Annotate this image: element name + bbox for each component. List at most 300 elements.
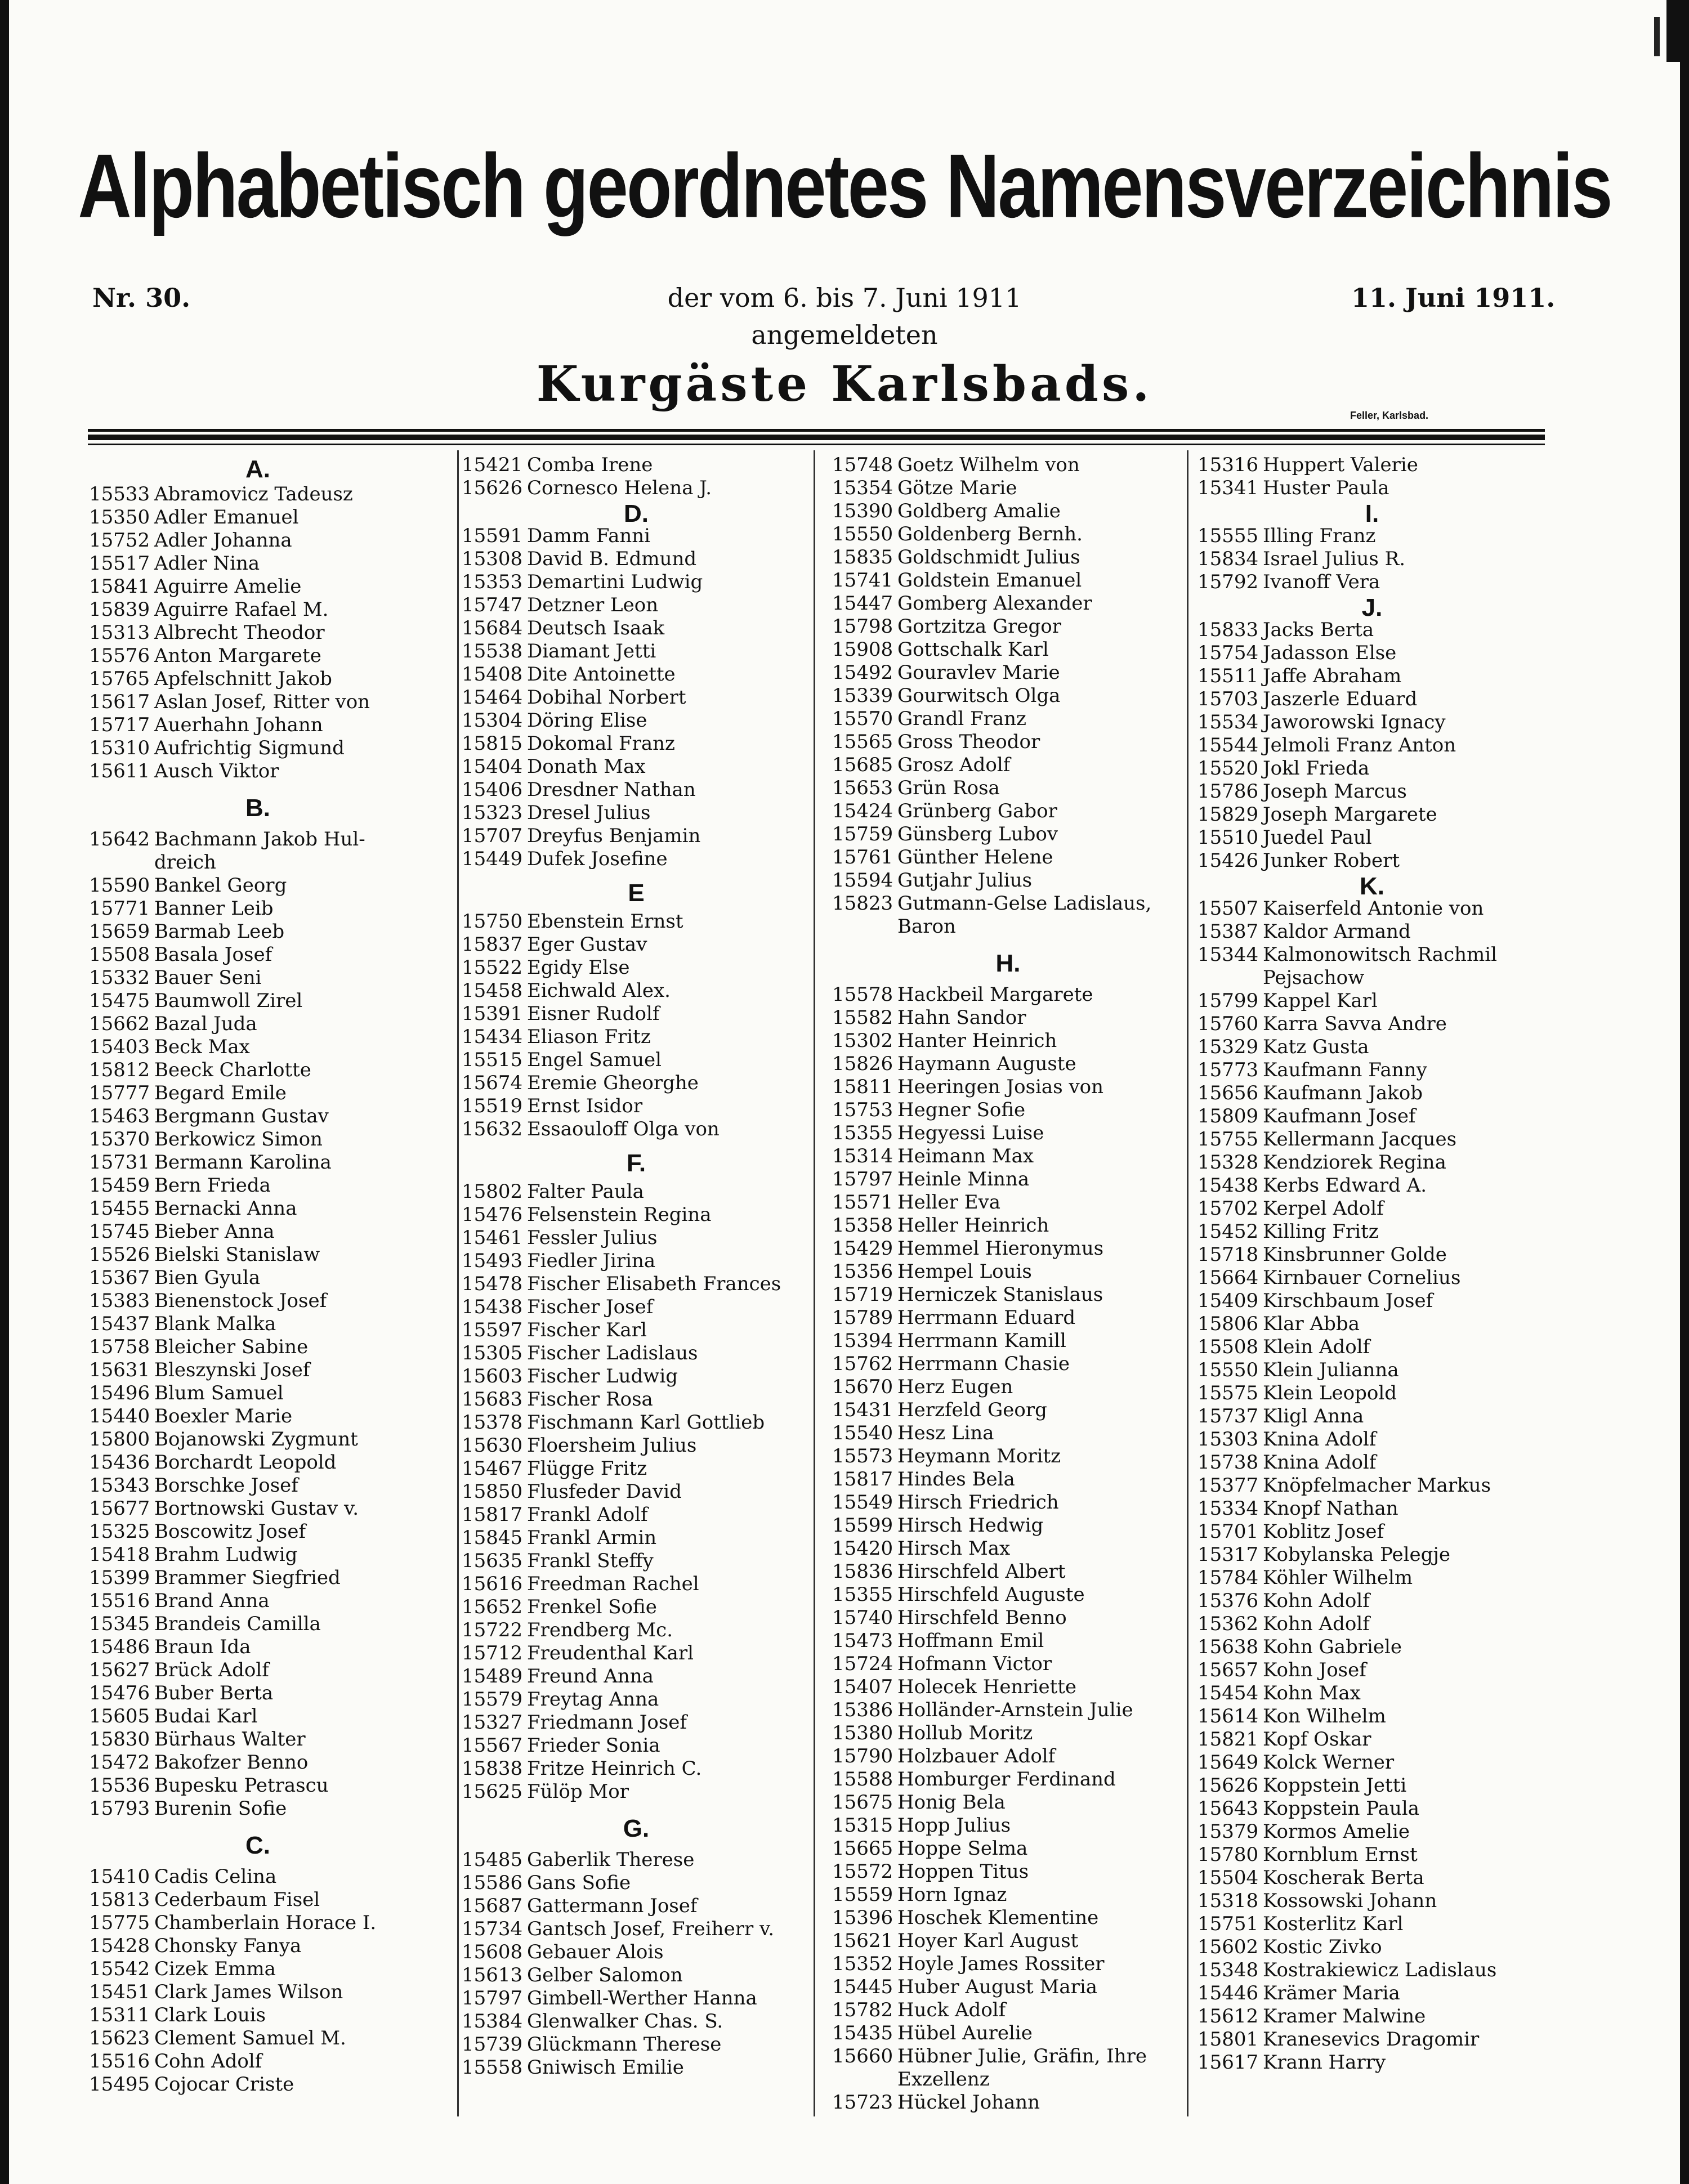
list-item <box>832 823 1184 846</box>
list-item <box>1198 1451 1547 1474</box>
guest-number: 15445 <box>832 1976 893 1998</box>
guest-name: Hoschek Klementine <box>897 1906 1099 1929</box>
guest-number: 15565 <box>832 731 893 753</box>
guest-number: 15378 <box>462 1411 523 1434</box>
guest-name: Hegyessi Luise <box>897 1122 1044 1144</box>
guest-number: 15426 <box>1198 849 1259 872</box>
list-item <box>89 1174 427 1197</box>
guest-number: 15656 <box>1198 1082 1259 1104</box>
list-item <box>89 1036 427 1059</box>
list-item <box>462 1872 811 1895</box>
guest-name: Herz Eugen <box>897 1376 1013 1398</box>
list-item <box>89 598 427 621</box>
guest-name: Floersheim Julius <box>527 1434 697 1457</box>
list-item <box>89 1428 427 1451</box>
guest-name: Fülöp Mor <box>527 1780 629 1803</box>
list-item <box>832 1076 1184 1099</box>
guest-number: 15797 <box>832 1168 893 1191</box>
guest-name: Auerhahn Johann <box>154 714 323 736</box>
guest-number: 15683 <box>462 1388 523 1411</box>
list-item <box>832 846 1184 869</box>
guest-name: Flusfeder David <box>527 1480 682 1503</box>
guest-number: 15750 <box>462 910 523 933</box>
list-item <box>1198 1313 1547 1336</box>
list-item <box>832 1976 1184 1999</box>
guest-name: Heymann Moritz <box>897 1445 1061 1467</box>
guest-name: Haymann Auguste <box>897 1053 1076 1075</box>
guest-number: 15653 <box>832 777 893 799</box>
guest-number: 15451 <box>89 1981 150 2003</box>
list-item <box>832 800 1184 823</box>
guest-number: 15731 <box>89 1151 150 1174</box>
list-item <box>89 943 427 966</box>
guest-number: 15406 <box>462 778 523 801</box>
list-item <box>832 477 1184 500</box>
letter-heading: J. <box>1361 594 1383 621</box>
guest-name: Fischer Rosa <box>527 1388 653 1411</box>
guest-number: 15304 <box>462 709 523 732</box>
guest-name: Jelmoli Franz Anton <box>1263 734 1456 757</box>
guest-number: 15305 <box>462 1342 523 1364</box>
guest-name: Kappel Karl <box>1263 990 1378 1012</box>
list-item <box>462 548 811 571</box>
list-item <box>462 525 811 548</box>
list-item <box>89 874 427 897</box>
list-item <box>832 454 1184 477</box>
guest-number: 15826 <box>832 1053 893 1075</box>
guest-number: 15621 <box>832 1930 893 1952</box>
guest-number: 15476 <box>89 1682 150 1704</box>
list-item <box>462 1411 811 1434</box>
guest-number: 15674 <box>462 1072 523 1094</box>
list-item <box>1198 1867 1547 1890</box>
guest-number: 15599 <box>832 1514 893 1537</box>
guest-name: Hackbeil Margarete <box>897 983 1093 1006</box>
list-item <box>462 1273 811 1296</box>
guest-number: 15384 <box>462 2010 523 2033</box>
list-item <box>462 1049 811 1072</box>
guest-name: Heller Heinrich <box>897 1214 1049 1237</box>
issue-number: Nr. 30. <box>92 283 191 313</box>
list-item <box>1198 943 1547 966</box>
guest-name: Adler Nina <box>154 552 260 575</box>
guest-number: 15394 <box>832 1330 893 1352</box>
list-item <box>832 2091 1184 2114</box>
guest-name: Beeck Charlotte <box>154 1059 311 1081</box>
guest-number: 15839 <box>89 598 150 621</box>
list-item <box>1198 548 1547 571</box>
guest-number: 15540 <box>832 1422 893 1444</box>
guest-number: 15739 <box>462 2033 523 2056</box>
guest-name: Hindes Bela <box>897 1468 1015 1491</box>
guest-name: Horn Ignaz <box>897 1883 1007 1906</box>
guest-number: 15429 <box>832 1237 893 1260</box>
list-item <box>1198 1059 1547 1082</box>
guest-number: 15597 <box>462 1319 523 1341</box>
list-item <box>462 755 811 778</box>
list-item <box>832 1883 1184 1906</box>
list-item <box>1198 1982 1547 2005</box>
list-item <box>832 1791 1184 1814</box>
guest-number: 15493 <box>462 1250 523 1272</box>
list-item <box>89 1728 427 1751</box>
guest-name: Günther Helene <box>897 846 1053 869</box>
list-item <box>1198 1243 1547 1266</box>
guest-number: 15302 <box>832 1030 893 1052</box>
guest-name: Detzner Leon <box>527 594 659 616</box>
guest-number: 15353 <box>462 571 523 593</box>
list-item <box>832 1514 1184 1537</box>
list-item <box>832 1606 1184 1630</box>
column-divider <box>1187 450 1188 2116</box>
list-item <box>89 1613 427 1636</box>
name-column-1 <box>89 454 427 2096</box>
guest-name: Bleicher Sabine <box>154 1336 309 1358</box>
guest-number: 15809 <box>1198 1105 1259 1127</box>
guest-number: 15579 <box>462 1688 523 1711</box>
guest-name: Fischer Ludwig <box>527 1365 678 1388</box>
guest-name: Frankl Adolf <box>527 1503 648 1526</box>
list-item <box>89 897 427 920</box>
guest-number: 15421 <box>462 454 523 476</box>
list-item <box>1198 1405 1547 1428</box>
guest-number: 15315 <box>832 1814 893 1837</box>
guest-name: Kostic Zivko <box>1263 1936 1382 1958</box>
guest-number: 15817 <box>462 1503 523 1526</box>
list-item <box>89 1105 427 1128</box>
list-item <box>462 1941 811 1964</box>
guest-name: Bupesku Petrascu <box>154 1774 329 1797</box>
list-item <box>1198 525 1547 548</box>
guest-number: 15835 <box>832 546 893 569</box>
header-rule <box>88 429 1545 432</box>
guest-name: Kohn Adolf <box>1263 1613 1370 1635</box>
guest-number: 15408 <box>462 663 523 686</box>
guest-number: 15591 <box>462 525 523 547</box>
guest-number: 15436 <box>89 1451 150 1474</box>
list-item <box>832 1930 1184 1953</box>
list-item <box>462 571 811 594</box>
guest-name: Boscowitz Josef <box>154 1520 306 1543</box>
guest-name: Apfelschnitt Jakob <box>154 668 332 690</box>
corner-mark <box>1666 0 1689 62</box>
list-item <box>462 594 811 617</box>
guest-number: 15515 <box>462 1049 523 1071</box>
letter-heading: F. <box>626 1149 646 1177</box>
guest-number: 15761 <box>832 846 893 869</box>
guest-name: Diamant Jetti <box>527 640 656 663</box>
guest-number: 15476 <box>462 1203 523 1226</box>
guest-name: Frieder Sonia <box>527 1734 660 1757</box>
name-column-3 <box>832 454 1184 2114</box>
guest-name: Kirnbauer Cornelius <box>1263 1266 1461 1289</box>
list-item <box>1198 1428 1547 1451</box>
guest-number: 15745 <box>89 1220 150 1243</box>
guest-name: Gross Theodor <box>897 731 1040 753</box>
list-item <box>462 1596 811 1619</box>
guest-number: 15753 <box>832 1099 893 1121</box>
guest-number: 15452 <box>1198 1220 1259 1243</box>
list-item <box>89 1774 427 1797</box>
guest-number: 15475 <box>89 990 150 1012</box>
printer-credit: Feller, Karlsbad. <box>1350 410 1429 421</box>
guest-name: Gniwisch Emilie <box>527 2056 684 2079</box>
guest-name: Illing Franz <box>1263 525 1376 547</box>
guest-name: Bakofzer Benno <box>154 1751 309 1774</box>
list-item <box>1198 1820 1547 1843</box>
guest-number: 15380 <box>832 1722 893 1744</box>
guest-name: Hückel Johann <box>897 2091 1040 2114</box>
guest-number: 15602 <box>1198 1936 1259 1958</box>
list-item <box>89 828 427 851</box>
guest-name: Bachmann Jakob Hul- <box>154 828 365 851</box>
guest-number: 15522 <box>462 956 523 979</box>
guest-name: Kaiserfeld Antonie von <box>1263 897 1484 920</box>
guest-name-continued: dreich <box>154 851 216 874</box>
list-item <box>1198 571 1547 594</box>
guest-number: 15356 <box>832 1260 893 1283</box>
guest-number: 15354 <box>832 477 893 499</box>
guest-number: 15329 <box>1198 1036 1259 1058</box>
guest-name: Joseph Margarete <box>1263 803 1437 826</box>
list-item <box>1198 1128 1547 1151</box>
guest-name: Braun Ida <box>154 1636 251 1658</box>
list-item <box>832 1237 1184 1260</box>
guest-name: Felsenstein Regina <box>527 1203 712 1226</box>
guest-name: Frankl Steffy <box>527 1550 654 1572</box>
list-item <box>832 1722 1184 1745</box>
list-item <box>832 1353 1184 1376</box>
guest-number: 15438 <box>1198 1174 1259 1197</box>
list-item <box>1198 1913 1547 1936</box>
guest-number: 15492 <box>832 661 893 684</box>
list-item <box>462 910 811 933</box>
guest-number: 15352 <box>832 1953 893 1975</box>
guest-number: 15567 <box>462 1734 523 1757</box>
guest-number: 15582 <box>832 1006 893 1029</box>
list-item <box>462 1388 811 1411</box>
guest-name: Gottschalk Karl <box>897 638 1049 661</box>
list-item <box>89 1935 427 1958</box>
guest-number: 15830 <box>89 1728 150 1751</box>
list-item <box>89 1912 427 1935</box>
guest-number: 15327 <box>462 1711 523 1734</box>
guest-number: 15534 <box>1198 711 1259 733</box>
guest-number: 15616 <box>462 1573 523 1595</box>
guest-name: Krämer Maria <box>1263 1982 1400 2004</box>
guest-name: Israel Julius R. <box>1263 548 1406 570</box>
list-item <box>462 802 811 825</box>
guest-number: 15789 <box>832 1306 893 1329</box>
guest-number: 15517 <box>89 552 150 575</box>
list-item <box>832 1376 1184 1399</box>
guest-name: Bien Gyula <box>154 1266 261 1289</box>
guest-number: 15550 <box>1198 1359 1259 1381</box>
guest-name: Bermann Karolina <box>154 1151 332 1174</box>
guest-number: 15813 <box>89 1888 150 1911</box>
list-item <box>89 621 427 645</box>
guest-number: 15773 <box>1198 1059 1259 1081</box>
list-item <box>462 1642 811 1665</box>
guest-number: 15588 <box>832 1768 893 1791</box>
guest-number: 15782 <box>832 1999 893 2021</box>
list-item <box>462 1550 811 1573</box>
list-item <box>462 1688 811 1711</box>
guest-name: Damm Fanni <box>527 525 651 547</box>
list-item <box>832 1999 1184 2022</box>
guest-number: 15799 <box>1198 990 1259 1012</box>
guest-number: 15684 <box>462 617 523 639</box>
list-item <box>89 506 427 529</box>
guest-name: Hollub Moritz <box>897 1722 1033 1744</box>
guest-number: 15664 <box>1198 1266 1259 1289</box>
guest-number: 15792 <box>1198 571 1259 593</box>
guest-name: Kerpel Adolf <box>1263 1197 1384 1220</box>
list-item <box>462 1573 811 1596</box>
list-item <box>462 1665 811 1688</box>
guest-name: Grün Rosa <box>897 777 1000 799</box>
guest-name: Holecek Henriette <box>897 1676 1077 1698</box>
guest-name: Joseph Marcus <box>1263 780 1407 803</box>
guest-name: Dresel Julius <box>527 802 651 824</box>
guest-number: 15316 <box>1198 454 1259 476</box>
guest-name: Glückmann Therese <box>527 2033 722 2056</box>
guest-name: Fischer Elisabeth Frances <box>527 1273 781 1295</box>
guest-name: Kohn Max <box>1263 1682 1361 1704</box>
list-item <box>462 1895 811 1918</box>
guest-name: Knopf Nathan <box>1263 1497 1398 1520</box>
list-item <box>462 1757 811 1780</box>
guest-number: 15760 <box>1198 1013 1259 1035</box>
list-item <box>1198 897 1547 920</box>
list-item <box>89 1474 427 1497</box>
guest-number: 15495 <box>89 2073 150 2096</box>
list-item <box>89 1382 427 1405</box>
guest-name: Hegner Sofie <box>897 1099 1026 1121</box>
guest-name: Fiedler Jirina <box>527 1250 656 1272</box>
guest-name: Brammer Siegfried <box>154 1567 341 1589</box>
name-column-2 <box>462 454 811 2079</box>
list-item <box>832 592 1184 615</box>
guest-number: 15802 <box>462 1180 523 1203</box>
list-item <box>1198 1174 1547 1197</box>
guest-name: Goldenberg Bernh. <box>897 523 1083 545</box>
guest-name: Hoppe Selma <box>897 1837 1028 1860</box>
list-item <box>89 2004 427 2027</box>
list-item <box>832 2045 1184 2068</box>
guest-name: Begard Emile <box>154 1082 287 1104</box>
guest-number: 15762 <box>832 1353 893 1375</box>
guest-name: Heeringen Josias von <box>897 1076 1104 1098</box>
list-item <box>832 1676 1184 1699</box>
list-item <box>462 778 811 802</box>
list-item <box>89 2050 427 2073</box>
guest-name: Dreyfus Benjamin <box>527 825 701 847</box>
guest-number: 15377 <box>1198 1474 1259 1497</box>
list-item <box>89 552 427 575</box>
guest-name: Frenkel Sofie <box>527 1596 657 1618</box>
guest-number: 15649 <box>1198 1751 1259 1774</box>
letter-heading: C. <box>245 1832 270 1859</box>
list-item <box>462 1527 811 1550</box>
guest-number: 15701 <box>1198 1520 1259 1543</box>
guest-name: Juedel Paul <box>1263 826 1372 849</box>
guest-number: 15434 <box>462 1026 523 1048</box>
guest-name: Barmab Leeb <box>154 920 285 943</box>
guest-name: Klein Leopold <box>1263 1382 1397 1404</box>
list-item <box>462 454 811 477</box>
list-item <box>832 1814 1184 1837</box>
list-item <box>1198 757 1547 780</box>
guest-name: Aufrichtig Sigmund <box>154 737 345 759</box>
list-item <box>462 477 811 500</box>
guest-name: Goetz Wilhelm von <box>897 454 1080 476</box>
guest-name: Jaffe Abraham <box>1263 665 1402 687</box>
guest-name: Klar Abba <box>1263 1313 1360 1335</box>
guest-name: Blum Samuel <box>154 1382 284 1404</box>
guest-number: 15478 <box>462 1273 523 1295</box>
guest-number: 15313 <box>89 621 150 644</box>
guest-number: 15611 <box>89 760 150 782</box>
list-item <box>832 1860 1184 1883</box>
letter-heading: K. <box>1360 872 1384 900</box>
guest-number: 15504 <box>1198 1867 1259 1889</box>
list-item <box>89 2073 427 2096</box>
guest-number: 15707 <box>462 825 523 847</box>
guest-name: Götze Marie <box>897 477 1017 499</box>
guest-number: 15643 <box>1198 1797 1259 1820</box>
guest-name: Dokomal Franz <box>527 732 675 755</box>
guest-name: Jaszerle Eduard <box>1263 688 1418 710</box>
guest-number: 15449 <box>462 848 523 870</box>
list-item <box>462 1457 811 1480</box>
guest-number: 15801 <box>1198 2028 1259 2051</box>
list-item <box>462 1711 811 1734</box>
guest-name: Kohn Josef <box>1263 1659 1366 1681</box>
list-item <box>1198 1567 1547 1590</box>
list-item <box>89 1888 427 1912</box>
guest-name: Kaufmann Fanny <box>1263 1059 1427 1081</box>
guest-name: Fischer Josef <box>527 1296 654 1318</box>
list-item <box>89 668 427 691</box>
guest-name: Cadis Celina <box>154 1865 277 1888</box>
list-item <box>89 760 427 783</box>
list-item <box>1198 1290 1547 1313</box>
list-item <box>1198 1105 1547 1128</box>
list-item <box>832 500 1184 523</box>
guest-name: Eichwald Alex. <box>527 979 671 1002</box>
guest-number: 15404 <box>462 755 523 778</box>
list-item <box>89 1497 427 1520</box>
guest-number: 15473 <box>832 1630 893 1652</box>
guest-name: Kosterlitz Karl <box>1263 1913 1404 1935</box>
guest-name: Cizek Emma <box>154 1958 276 1980</box>
header-rule-thick <box>88 435 1545 440</box>
list-item <box>832 1099 1184 1122</box>
list-item <box>462 1434 811 1457</box>
guest-name: Dite Antoinette <box>527 663 676 686</box>
guest-name: Huppert Valerie <box>1263 454 1418 476</box>
list-item <box>832 661 1184 684</box>
guest-number: 15438 <box>462 1296 523 1318</box>
guest-name: Chonsky Fanya <box>154 1935 302 1957</box>
list-item <box>89 1220 427 1243</box>
list-item <box>832 1491 1184 1514</box>
guest-name: Kendziorek Regina <box>1263 1151 1446 1174</box>
list-item <box>462 1203 811 1227</box>
guest-number: 15833 <box>1198 619 1259 641</box>
list-item <box>1198 1636 1547 1659</box>
